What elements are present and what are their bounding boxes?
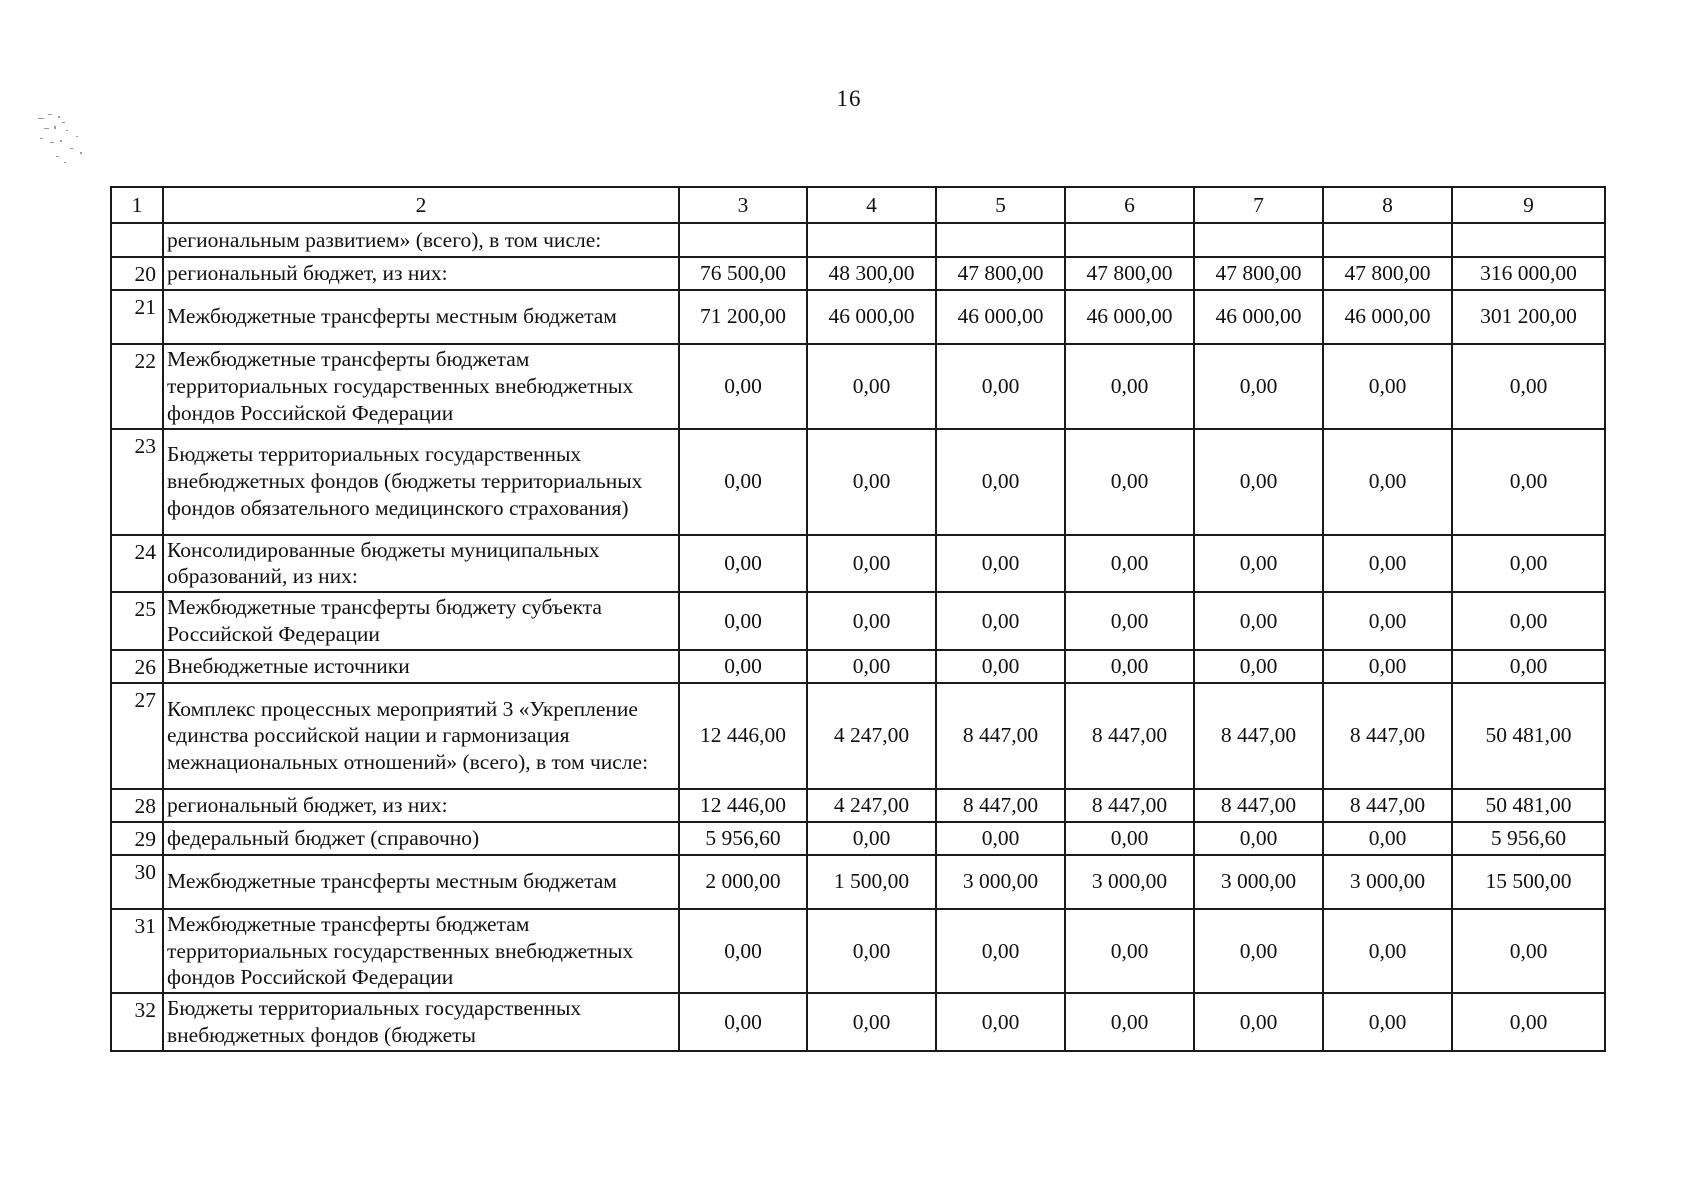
row-value-col-6: 47 800,00	[1065, 257, 1194, 290]
page-number: 16	[836, 86, 862, 111]
row-value-col-5: 0,00	[936, 429, 1065, 535]
row-number: 20	[111, 257, 163, 290]
row-value-col-7: 8 447,00	[1194, 789, 1323, 822]
row-value-col-3: 0,00	[679, 535, 807, 593]
row-value-col-6: 46 000,00	[1065, 290, 1194, 344]
row-value-col-8: 47 800,00	[1323, 257, 1452, 290]
row-value-col-3: 0,00	[679, 592, 807, 650]
row-value-col-3: 76 500,00	[679, 257, 807, 290]
scan-artifact-marks	[36, 112, 106, 172]
row-number: 32	[111, 993, 163, 1051]
row-value-col-5: 8 447,00	[936, 683, 1065, 789]
row-value-col-6: 8 447,00	[1065, 683, 1194, 789]
row-name: федеральный бюджет (справочно)	[163, 822, 679, 855]
row-value-col-6: 0,00	[1065, 909, 1194, 994]
row-value-col-5: 0,00	[936, 909, 1065, 994]
table-row	[111, 789, 1605, 822]
row-value-col-4: 1 500,00	[807, 855, 936, 909]
column-header-7: 7	[1194, 187, 1323, 223]
row-value-col-9: 5 956,60	[1452, 822, 1605, 855]
row-value-col-6: 0,00	[1065, 592, 1194, 650]
row-number: 26	[111, 650, 163, 683]
row-value-col-6: 0,00	[1065, 650, 1194, 683]
row-value-col-9: 0,00	[1452, 650, 1605, 683]
table-row	[111, 822, 1605, 855]
row-value-col-7: 47 800,00	[1194, 257, 1323, 290]
row-number	[111, 223, 163, 257]
row-value-col-4: 48 300,00	[807, 257, 936, 290]
row-value-col-8	[1323, 223, 1452, 257]
row-value-col-8: 0,00	[1323, 535, 1452, 593]
column-header-5: 5	[936, 187, 1065, 223]
row-name: Консолидированные бюджеты муниципальных образований, из них:	[163, 535, 679, 593]
row-value-col-5: 0,00	[936, 535, 1065, 593]
row-value-col-8: 3 000,00	[1323, 855, 1452, 909]
column-header-6: 6	[1065, 187, 1194, 223]
column-header-3: 3	[679, 187, 807, 223]
row-number: 24	[111, 535, 163, 593]
row-value-col-7: 0,00	[1194, 592, 1323, 650]
row-value-col-9: 301 200,00	[1452, 290, 1605, 344]
row-value-col-3: 71 200,00	[679, 290, 807, 344]
row-value-col-7: 0,00	[1194, 650, 1323, 683]
row-value-col-4: 4 247,00	[807, 789, 936, 822]
row-value-col-9: 50 481,00	[1452, 789, 1605, 822]
row-value-col-5: 8 447,00	[936, 789, 1065, 822]
column-header-4: 4	[807, 187, 936, 223]
table-row	[111, 257, 1605, 290]
row-value-col-3: 5 956,60	[679, 822, 807, 855]
row-value-col-8: 0,00	[1323, 909, 1452, 994]
row-value-col-3	[679, 223, 807, 257]
row-value-col-3: 12 446,00	[679, 789, 807, 822]
row-name: Межбюджетные трансферты бюджетам территориальных государственных внебюджетных фондов Российской Федерации	[163, 909, 679, 994]
row-value-col-4: 0,00	[807, 650, 936, 683]
row-name: Межбюджетные трансферты бюджетам территориальных государственных внебюджетных фондов Российской Федерации	[163, 344, 679, 429]
table-row	[111, 344, 1605, 429]
row-name: Межбюджетные трансферты местным бюджетам	[163, 855, 679, 909]
row-name: региональным развитием» (всего), в том числе:	[163, 223, 679, 257]
table-row	[111, 592, 1605, 650]
table-row	[111, 855, 1605, 909]
row-value-col-6: 0,00	[1065, 429, 1194, 535]
row-value-col-7: 46 000,00	[1194, 290, 1323, 344]
row-value-col-5: 0,00	[936, 993, 1065, 1051]
row-value-col-7: 0,00	[1194, 993, 1323, 1051]
row-value-col-3: 0,00	[679, 993, 807, 1051]
row-value-col-9: 15 500,00	[1452, 855, 1605, 909]
row-value-col-9: 0,00	[1452, 592, 1605, 650]
row-value-col-3: 2 000,00	[679, 855, 807, 909]
row-value-col-7	[1194, 223, 1323, 257]
row-name: Комплекс процессных мероприятий 3 «Укрепление единства российской нации и гармонизация межнациональных отношений» (всего), в том числе:	[163, 683, 679, 789]
row-value-col-4: 0,00	[807, 535, 936, 593]
row-number: 29	[111, 822, 163, 855]
row-value-col-4: 0,00	[807, 909, 936, 994]
row-value-col-6: 0,00	[1065, 993, 1194, 1051]
row-number: 31	[111, 909, 163, 994]
row-name: Межбюджетные трансферты местным бюджетам	[163, 290, 679, 344]
table-row	[111, 650, 1605, 683]
row-value-col-9: 316 000,00	[1452, 257, 1605, 290]
table-row	[111, 429, 1605, 535]
row-value-col-3: 0,00	[679, 650, 807, 683]
row-value-col-6: 3 000,00	[1065, 855, 1194, 909]
table-row	[111, 223, 1605, 257]
row-value-col-3: 0,00	[679, 344, 807, 429]
row-value-col-7: 0,00	[1194, 344, 1323, 429]
row-value-col-5: 3 000,00	[936, 855, 1065, 909]
row-value-col-6	[1065, 223, 1194, 257]
row-value-col-9: 0,00	[1452, 993, 1605, 1051]
row-value-col-7: 0,00	[1194, 429, 1323, 535]
row-value-col-7: 0,00	[1194, 909, 1323, 994]
row-value-col-5	[936, 223, 1065, 257]
row-value-col-4: 0,00	[807, 592, 936, 650]
row-value-col-8: 46 000,00	[1323, 290, 1452, 344]
column-header-8: 8	[1323, 187, 1452, 223]
row-value-col-4: 0,00	[807, 822, 936, 855]
row-number: 21	[111, 290, 163, 344]
row-name: Бюджеты территориальных государственных внебюджетных фондов (бюджеты	[163, 993, 679, 1051]
row-value-col-8: 0,00	[1323, 650, 1452, 683]
row-value-col-9: 0,00	[1452, 535, 1605, 593]
row-value-col-3: 0,00	[679, 429, 807, 535]
row-number: 28	[111, 789, 163, 822]
row-value-col-8: 0,00	[1323, 822, 1452, 855]
row-value-col-5: 0,00	[936, 592, 1065, 650]
row-value-col-4: 0,00	[807, 429, 936, 535]
row-value-col-9	[1452, 223, 1605, 257]
row-value-col-4: 4 247,00	[807, 683, 936, 789]
table-row	[111, 909, 1605, 994]
row-value-col-7: 0,00	[1194, 535, 1323, 593]
row-value-col-7: 3 000,00	[1194, 855, 1323, 909]
row-number: 22	[111, 344, 163, 429]
row-value-col-8: 8 447,00	[1323, 683, 1452, 789]
row-value-col-8: 0,00	[1323, 993, 1452, 1051]
table-row	[111, 683, 1605, 789]
row-value-col-8: 0,00	[1323, 344, 1452, 429]
row-value-col-8: 0,00	[1323, 592, 1452, 650]
row-value-col-7: 0,00	[1194, 822, 1323, 855]
row-number: 30	[111, 855, 163, 909]
row-number: 25	[111, 592, 163, 650]
row-value-col-4: 46 000,00	[807, 290, 936, 344]
column-header-9: 9	[1452, 187, 1605, 223]
row-value-col-9: 0,00	[1452, 909, 1605, 994]
row-value-col-9: 0,00	[1452, 344, 1605, 429]
column-header-1: 1	[111, 187, 163, 223]
row-value-col-5: 47 800,00	[936, 257, 1065, 290]
row-value-col-5: 0,00	[936, 650, 1065, 683]
row-value-col-6: 0,00	[1065, 535, 1194, 593]
row-value-col-5: 0,00	[936, 822, 1065, 855]
row-value-col-5: 46 000,00	[936, 290, 1065, 344]
row-value-col-4	[807, 223, 936, 257]
table-row	[111, 290, 1605, 344]
row-name: региональный бюджет, из них:	[163, 257, 679, 290]
row-name: Бюджеты территориальных государственных внебюджетных фондов (бюджеты территориальных фондов обязательного медицинского страхования)	[163, 429, 679, 535]
budget-table	[110, 186, 1606, 1052]
row-value-col-8: 8 447,00	[1323, 789, 1452, 822]
row-number: 27	[111, 683, 163, 789]
row-value-col-8: 0,00	[1323, 429, 1452, 535]
row-number: 23	[111, 429, 163, 535]
row-name: Внебюджетные источники	[163, 650, 679, 683]
row-value-col-4: 0,00	[807, 993, 936, 1051]
row-value-col-3: 0,00	[679, 909, 807, 994]
table-header-row	[111, 187, 1605, 223]
row-value-col-9: 0,00	[1452, 429, 1605, 535]
row-name: Межбюджетные трансферты бюджету субъекта Российской Федерации	[163, 592, 679, 650]
row-value-col-6: 0,00	[1065, 344, 1194, 429]
row-value-col-6: 8 447,00	[1065, 789, 1194, 822]
row-name: региональный бюджет, из них:	[163, 789, 679, 822]
table-row	[111, 993, 1605, 1051]
row-value-col-5: 0,00	[936, 344, 1065, 429]
row-value-col-6: 0,00	[1065, 822, 1194, 855]
column-header-2: 2	[163, 187, 679, 223]
row-value-col-4: 0,00	[807, 344, 936, 429]
row-value-col-9: 50 481,00	[1452, 683, 1605, 789]
row-value-col-3: 12 446,00	[679, 683, 807, 789]
row-value-col-7: 8 447,00	[1194, 683, 1323, 789]
table-row	[111, 535, 1605, 593]
